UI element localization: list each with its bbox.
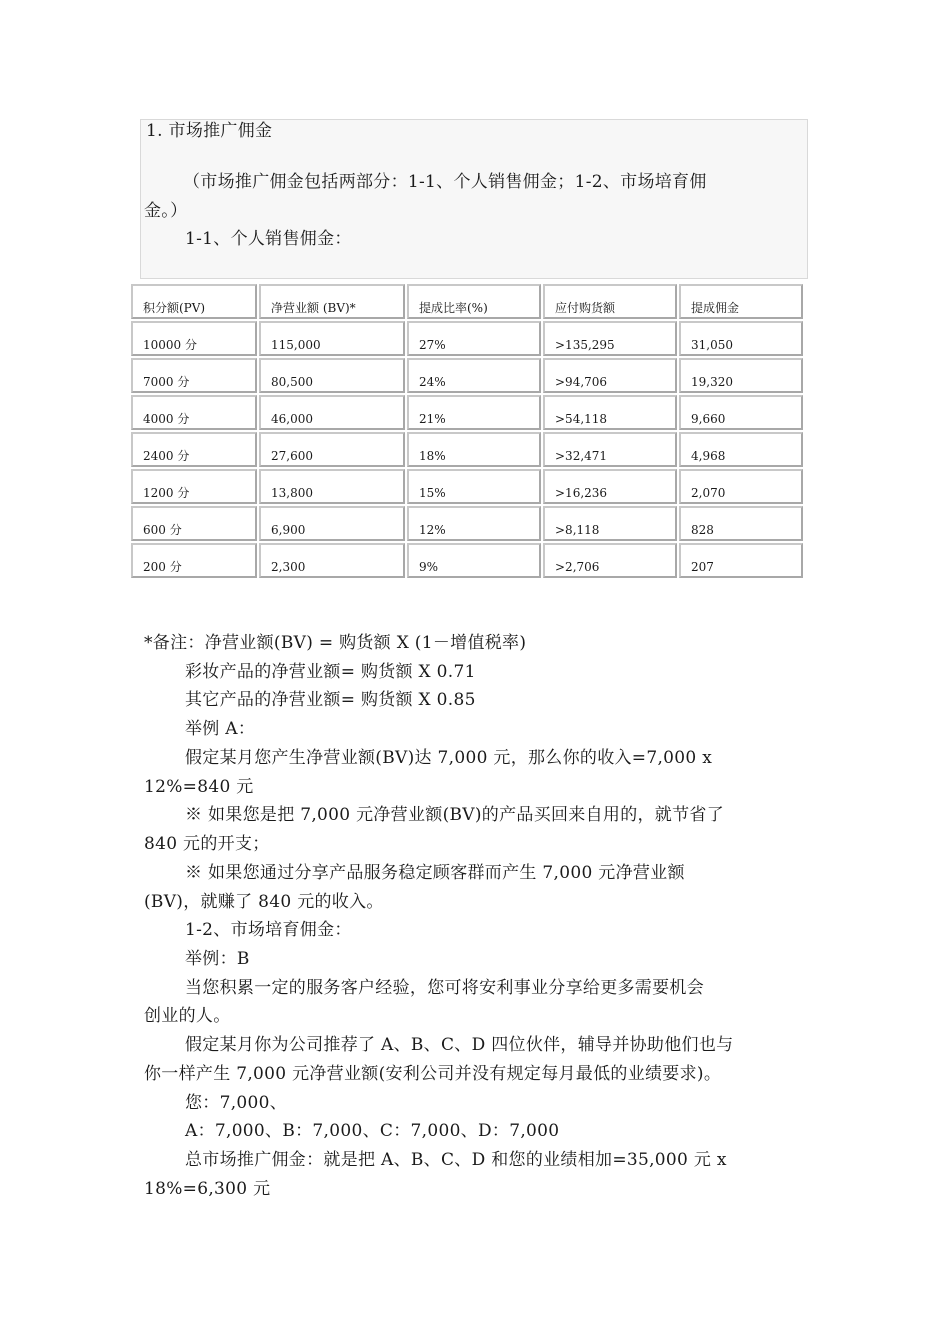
table-cell: 80,500	[259, 358, 405, 393]
table-cell: 27%	[407, 321, 541, 356]
example-b-total-line-2: 18%=6,300 元	[144, 1179, 271, 1199]
table-cell: 46,000	[259, 395, 405, 430]
header-cell: 应付购货额	[543, 284, 677, 319]
table-row	[131, 358, 803, 393]
table-row	[131, 395, 803, 430]
table-cell: 31,050	[679, 321, 803, 356]
header-cell: 净营业额 (BV)*	[259, 284, 405, 319]
table-cell: 15%	[407, 469, 541, 504]
example-b-partner-sales: A：7,000、B：7,000、C：7,000、D：7,000	[185, 1121, 560, 1141]
example-b-line-4: 你一样产生 7,000 元净营业额(安利公司并没有规定每月最低的业绩要求)。	[144, 1064, 722, 1084]
table-row	[131, 506, 803, 541]
table-cell: 207	[679, 543, 803, 578]
table-cell: 115,000	[259, 321, 405, 356]
table-cell: 200 分	[131, 543, 257, 578]
table-cell: >32,471	[543, 432, 677, 467]
table-cell: 27,600	[259, 432, 405, 467]
table-row	[131, 543, 803, 578]
commission-table	[129, 282, 805, 580]
note-cosmetics-formula: 彩妆产品的净营业额= 购货额 X 0.71	[185, 662, 476, 682]
example-b-heading: 举例：B	[185, 949, 250, 969]
table-cell: 18%	[407, 432, 541, 467]
table-row	[131, 469, 803, 504]
table-cell: >94,706	[543, 358, 677, 393]
table-cell: 600 分	[131, 506, 257, 541]
table-cell: 19,320	[679, 358, 803, 393]
table-cell: 9,660	[679, 395, 803, 430]
table-cell: >8,118	[543, 506, 677, 541]
table-cell: >54,118	[543, 395, 677, 430]
table-cell: 828	[679, 506, 803, 541]
table-cell: 4000 分	[131, 395, 257, 430]
table-row	[131, 321, 803, 356]
subsection-heading-market-cultivation: 1-2、市场培育佣金：	[185, 920, 352, 940]
note-other-products-formula: 其它产品的净营业额= 购货额 X 0.85	[185, 690, 476, 710]
table-cell: 2,070	[679, 469, 803, 504]
header-cell: 提成佣金	[679, 284, 803, 319]
header-cell: 提成比率(%)	[407, 284, 541, 319]
commission-table-wrapper	[129, 282, 801, 580]
table-cell: 21%	[407, 395, 541, 430]
table-row	[131, 432, 803, 467]
example-b-line-1: 当您积累一定的服务客户经验，您可将安利事业分享给更多需要机会	[185, 978, 704, 998]
header-cell: 积分额(PV)	[131, 284, 257, 319]
intro-box	[140, 119, 808, 279]
subsection-heading-personal-sales: 1-1、个人销售佣金：	[185, 229, 352, 249]
example-a-heading: 举例 A：	[185, 719, 256, 739]
example-b-your-sales: 您：7,000、	[185, 1093, 288, 1113]
example-a-note-1-line-2: 840 元的开支；	[144, 834, 270, 854]
table-cell: 1200 分	[131, 469, 257, 504]
table-cell: >135,295	[543, 321, 677, 356]
example-b-total-line-1: 总市场推广佣金：就是把 A、B、C、D 和您的业绩相加=35,000 元 x	[185, 1150, 727, 1170]
example-a-line-2: 12%=840 元	[144, 777, 254, 797]
table-cell: 7000 分	[131, 358, 257, 393]
example-b-line-3: 假定某月你为公司推荐了 A、B、C、D 四位伙伴，辅导并协助他们也与	[185, 1035, 734, 1055]
table-cell: 2,300	[259, 543, 405, 578]
table-cell: 13,800	[259, 469, 405, 504]
example-a-note-2-line-2: (BV)，就赚了 840 元的收入。	[144, 892, 384, 912]
example-a-note-2-line-1: ※ 如果您通过分享产品服务稳定顾客群而产生 7,000 元净营业额	[185, 863, 685, 883]
intro-description-line-2: 金。）	[144, 201, 188, 221]
section-heading: 1. 市场推广佣金	[146, 121, 273, 141]
table-cell: >2,706	[543, 543, 677, 578]
example-b-line-2: 创业的人。	[144, 1006, 231, 1026]
table-cell: 24%	[407, 358, 541, 393]
table-cell: 9%	[407, 543, 541, 578]
table-cell: >16,236	[543, 469, 677, 504]
table-cell: 12%	[407, 506, 541, 541]
example-a-note-1-line-1: ※ 如果您是把 7,000 元净营业额(BV)的产品买回来自用的，就节省了	[185, 805, 725, 825]
note-bv-formula: *备注：净营业额(BV) = 购货额 X (1－增值税率)	[144, 633, 527, 653]
table-header-row	[131, 284, 803, 319]
example-a-line-1: 假定某月您产生净营业额(BV)达 7,000 元，那么你的收入=7,000 x	[185, 748, 713, 768]
table-cell: 10000 分	[131, 321, 257, 356]
table-cell: 6,900	[259, 506, 405, 541]
intro-description-line-1: （市场推广佣金包括两部分：1-1、个人销售佣金；1-2、市场培育佣	[183, 172, 707, 192]
table-cell: 2400 分	[131, 432, 257, 467]
table-cell: 4,968	[679, 432, 803, 467]
